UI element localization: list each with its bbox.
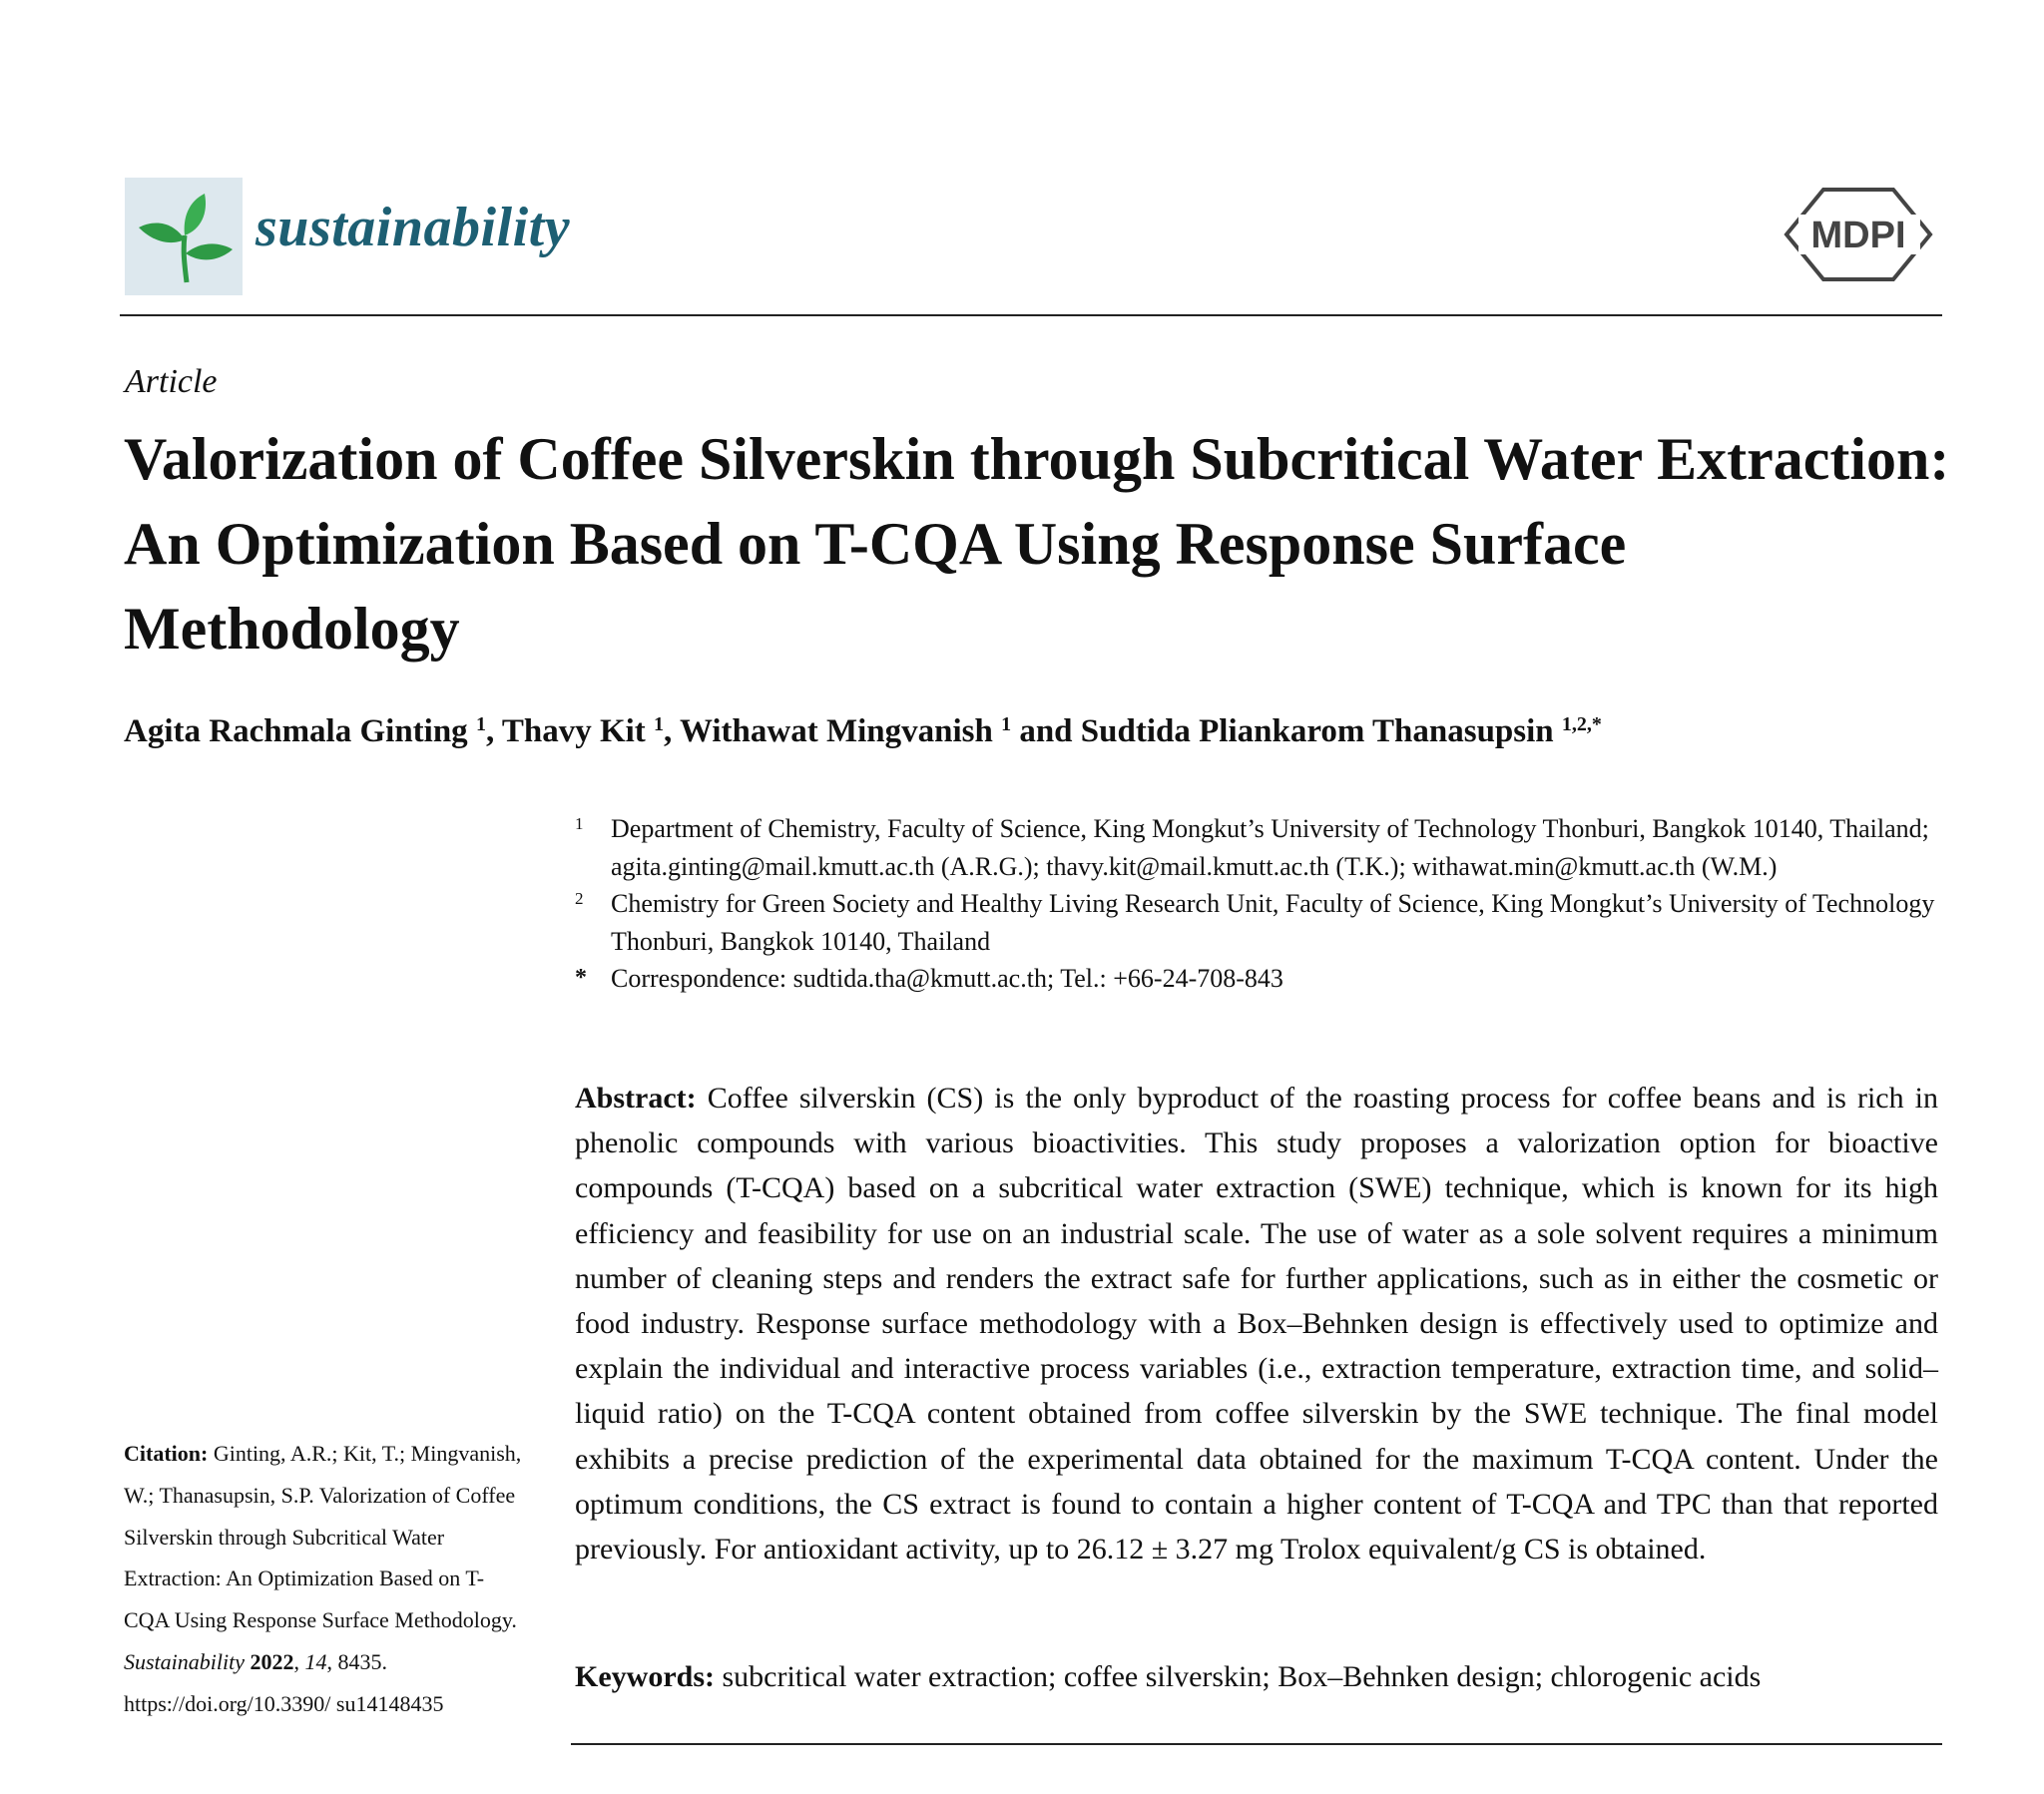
citation-year: 2022: [250, 1648, 294, 1674]
author-affiliation-mark: 1: [1001, 713, 1012, 735]
author-affiliation-mark: 1,2,*: [1561, 713, 1602, 735]
author-affiliation-mark: 1: [654, 713, 665, 735]
affiliation-mark: *: [575, 965, 587, 991]
mdpi-logo-text: MDPI: [1810, 215, 1906, 256]
author-separator: ,: [664, 713, 680, 749]
affiliation-item: [575, 810, 1952, 885]
author-list: [124, 702, 1960, 753]
affiliation-mark: 1: [575, 814, 584, 833]
abstract-text: Coffee silverskin (CS) is the only byproduct of the roasting process for coffee beans and is rich in phenolic compounds with various bioactivities. This study proposes a valorization option for bioactive compounds (T-CQA) based on a subcritical water extraction (SWE) technique, which is known for its high efficiency and feasibility for use on an industrial scale. The use of water as a sole solvent requires a minimum number of cleaning steps and renders the extract safe for further applications, such as in either the cosmetic or food industry. Response surface methodology with a Box–Behnken design is effectively used to optimize and explain the individual and interactive process variables (i.e., extraction temperature, extraction time, and solid–liquid ratio) on the T-CQA content obtained from coffee silverskin by the SWE technique. The final model exhibits a precise prediction of the experimental data obtained for the maximum T-CQA content. Under the optimum conditions, the CS extract is found to contain a higher content of T-CQA and TPC than that reported previously. For antioxidant activity, up to 26.12 ± 3.27 mg Trolox equivalent/g CS is obtained.: [575, 1082, 1938, 1567]
citation-label: Citation:: [124, 1441, 209, 1466]
journal-name: sustainability: [256, 197, 571, 258]
keywords-label: Keywords:: [575, 1660, 715, 1693]
keywords-divider: [571, 1743, 1942, 1745]
paper-title: Valorization of Coffee Silverskin through Subcritical Water Extraction: An Optimization Based on T-CQA Using Response Surface Methodology: [124, 426, 1950, 662]
affiliation-list: [575, 810, 1952, 998]
affiliation-text: Department of Chemistry, Faculty of Science, King Mongkut’s University of Technology Thonburi, Bangkok 10140, Thailand; agita.ginting@mail.kmutt.ac.th (A.R.G.); thavy.kit@mail.kmutt.ac.th (T.K.); withawat.min@kmutt.ac.th (W.M.): [611, 814, 1929, 881]
abstract: [575, 1076, 1938, 1571]
author-name: Withawat Mingvanish: [679, 713, 993, 749]
affiliation-item: [575, 885, 1952, 960]
author-separator: ,: [485, 713, 502, 749]
citation-text: Ginting, A.R.; Kit, T.; Mingvanish, W.; Thanasupsin, S.P. Valorization of Coffee Silverskin through Subcritical Water Extraction: An Optimization Based on T-CQA Using Response Surface Methodology.: [124, 1441, 522, 1633]
mdpi-hexagon-logo-icon: [1779, 185, 1938, 284]
journal-logo: [125, 178, 243, 295]
affiliation-mark: 2: [575, 889, 584, 908]
citation-block: Citation: Ginting, A.R.; Kit, T.; Mingvanish, W.; Thanasupsin, S.P. Valorization of Coffee Silverskin through Subcritical Water Extraction: An Optimization Based on T-CQA Using Response Surface Methodology. Sustainability 2022, 14, 8435. https://doi.org/10.3390/ su14148435: [124, 1441, 522, 1716]
article-type: Article: [125, 363, 218, 400]
keywords: [575, 1656, 1938, 1698]
author-name: Sudtida Pliankarom Thanasupsin: [1080, 713, 1554, 749]
author-separator: and: [1011, 713, 1081, 749]
keywords-text: subcritical water extraction; coffee silverskin; Box–Behnken design; chlorogenic acids: [722, 1660, 1762, 1693]
abstract-label: Abstract:: [575, 1082, 697, 1115]
citation-journal: Sustainability: [124, 1648, 245, 1674]
citation-volume: 14: [304, 1648, 327, 1674]
header-divider: [120, 314, 1942, 316]
sustainability-leaf-logo-icon: [125, 178, 243, 295]
author-name: Agita Rachmala Ginting: [124, 713, 468, 749]
author-name: Thavy Kit: [501, 713, 646, 749]
affiliation-item: [575, 960, 1952, 998]
affiliation-text: Correspondence: sudtida.tha@kmutt.ac.th; Tel.: +66-24-708-843: [611, 964, 1283, 993]
author-affiliation-mark: 1: [475, 713, 486, 735]
citation-doi-link[interactable]: 8435. https://doi.org/10.3390/ su14148435: [124, 1648, 444, 1716]
affiliation-text: Chemistry for Green Society and Healthy Living Research Unit, Faculty of Science, King Mongkut’s University of Technology Thonburi, Bangkok 10140, Thailand: [611, 889, 1935, 956]
